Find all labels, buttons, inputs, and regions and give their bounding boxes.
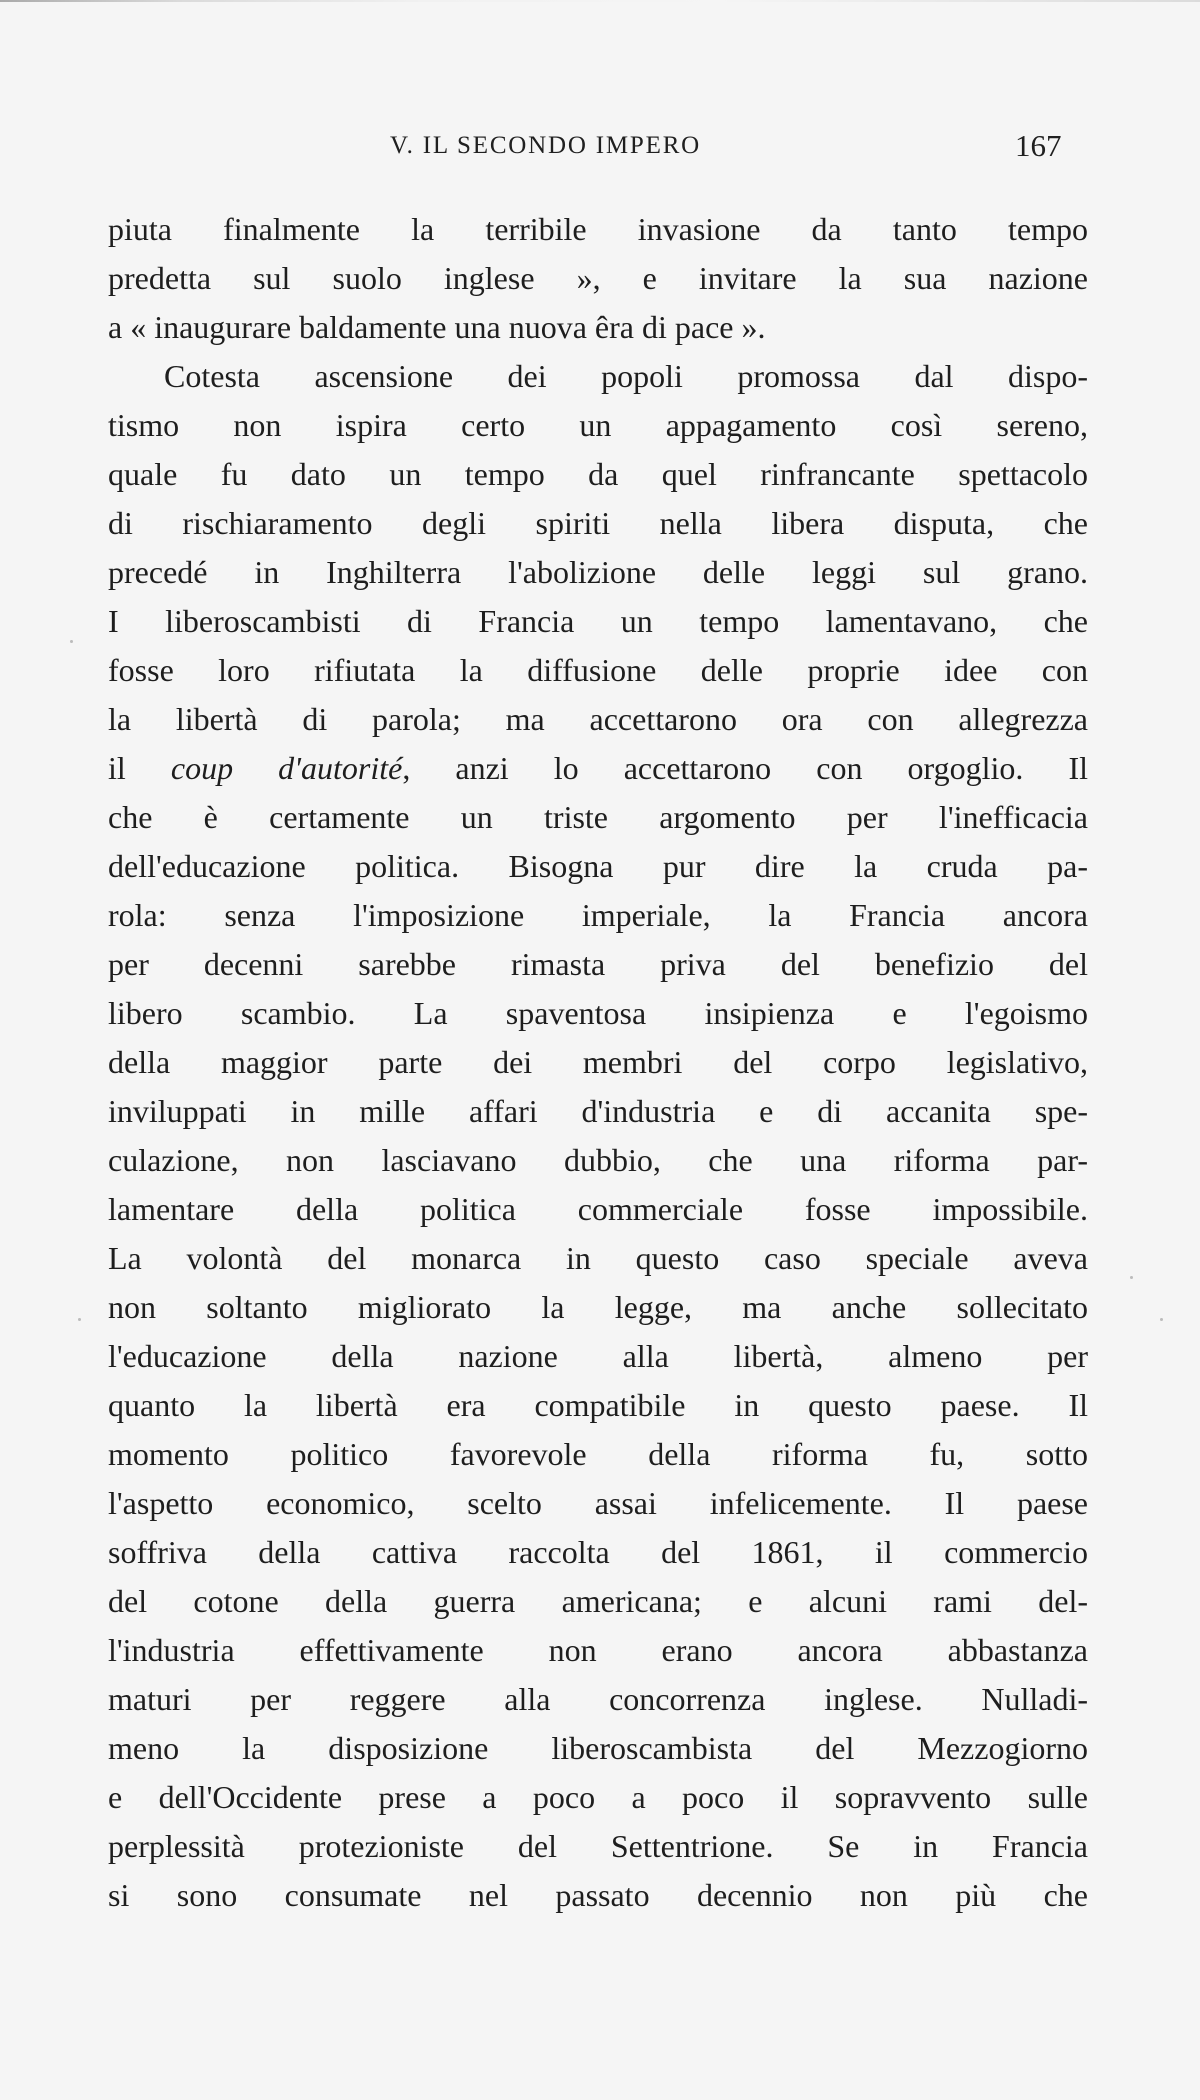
text-line: l'aspetto economico, scelto assai infelicemente. Il paese [108, 1485, 1088, 1521]
text-line: si sono consumate nel passato decennio non più che [108, 1877, 1088, 1913]
text-line: rola: senza l'imposizione imperiale, la Francia ancora [108, 897, 1088, 933]
text-line: quanto la libertà era compatibile in questo paese. Il [108, 1387, 1088, 1423]
text-line: tismo non ispira certo un appagamento così sereno, [108, 407, 1088, 443]
page-number: 167 [1015, 128, 1062, 163]
page-top-edge [0, 0, 1200, 2]
body-text [108, 205, 1088, 1920]
text-line: precedé in Inghilterra l'abolizione delle leggi sul grano. [108, 554, 1088, 590]
paper-speck [1160, 1318, 1163, 1321]
line-segment: il [108, 750, 171, 786]
paper-speck [78, 1318, 81, 1321]
text-line: predetta sul suolo inglese », e invitare la sua nazione [108, 260, 1088, 296]
text-line: lamentare della politica commerciale fosse impossibile. [108, 1191, 1088, 1227]
text-line: quale fu dato un tempo da quel rinfrancante spettacolo [108, 456, 1088, 492]
text-line: l'industria effettivamente non erano ancora abbastanza [108, 1632, 1088, 1668]
text-line: l'educazione della nazione alla libertà, almeno per [108, 1338, 1088, 1374]
text-line: e dell'Occidente prese a poco a poco il sopravvento sulle [108, 1779, 1088, 1815]
text-line: dell'educazione politica. Bisogna pur dire la cruda pa- [108, 848, 1088, 884]
text-line: di rischiaramento degli spiriti nella libera disputa, che [108, 505, 1088, 541]
text-line: libero scambio. La spaventosa insipienza e l'egoismo [108, 995, 1088, 1031]
text-line: I liberoscambisti di Francia un tempo lamentavano, che [108, 603, 1088, 639]
text-line: per decenni sarebbe rimasta priva del benefizio del [108, 946, 1088, 982]
text-line: piuta finalmente la terribile invasione da tanto tempo [108, 211, 1088, 247]
text-line: del cotone della guerra americana; e alcuni rami del- [108, 1583, 1088, 1619]
text-line: Cotesta ascensione dei popoli promossa dal dispo- [164, 358, 1088, 394]
text-line: fosse loro rifiutata la diffusione delle proprie idee con [108, 652, 1088, 688]
text-line: non soltanto migliorato la legge, ma anche sollecitato [108, 1289, 1088, 1325]
text-line-with-italic [108, 744, 1088, 793]
text-line: perplessità protezioniste del Settentrione. Se in Francia [108, 1828, 1088, 1864]
text-line: La volontà del monarca in questo caso speciale aveva [108, 1240, 1088, 1276]
paper-speck [1130, 1276, 1133, 1279]
text-line: che è certamente un triste argomento per l'inefficacia [108, 799, 1088, 835]
page-header [0, 128, 1200, 168]
text-line: meno la disposizione liberoscambista del Mezzogiorno [108, 1730, 1088, 1766]
text-line: a « inaugurare baldamente una nuova êra di pace ». [108, 309, 766, 345]
line-segment: , anzi lo accettarono con orgoglio. Il [402, 750, 1089, 786]
paper-speck [70, 640, 73, 643]
text-line: inviluppati in mille affari d'industria e di accanita spe- [108, 1093, 1088, 1129]
text-line: momento politico favorevole della riforma fu, sotto [108, 1436, 1088, 1472]
text-line: la libertà di parola; ma accettarono ora con allegrezza [108, 701, 1088, 737]
text-line: culazione, non lasciavano dubbio, che una riforma par- [108, 1142, 1088, 1178]
running-head: V. IL SECONDO IMPERO [390, 132, 702, 159]
text-line: maturi per reggere alla concorrenza inglese. Nulladi- [108, 1681, 1088, 1717]
text-line: soffriva della cattiva raccolta del 1861, il commercio [108, 1534, 1088, 1570]
text-line: della maggior parte dei membri del corpo legislativo, [108, 1044, 1088, 1080]
italic-phrase: coup d'autorité [170, 750, 403, 786]
